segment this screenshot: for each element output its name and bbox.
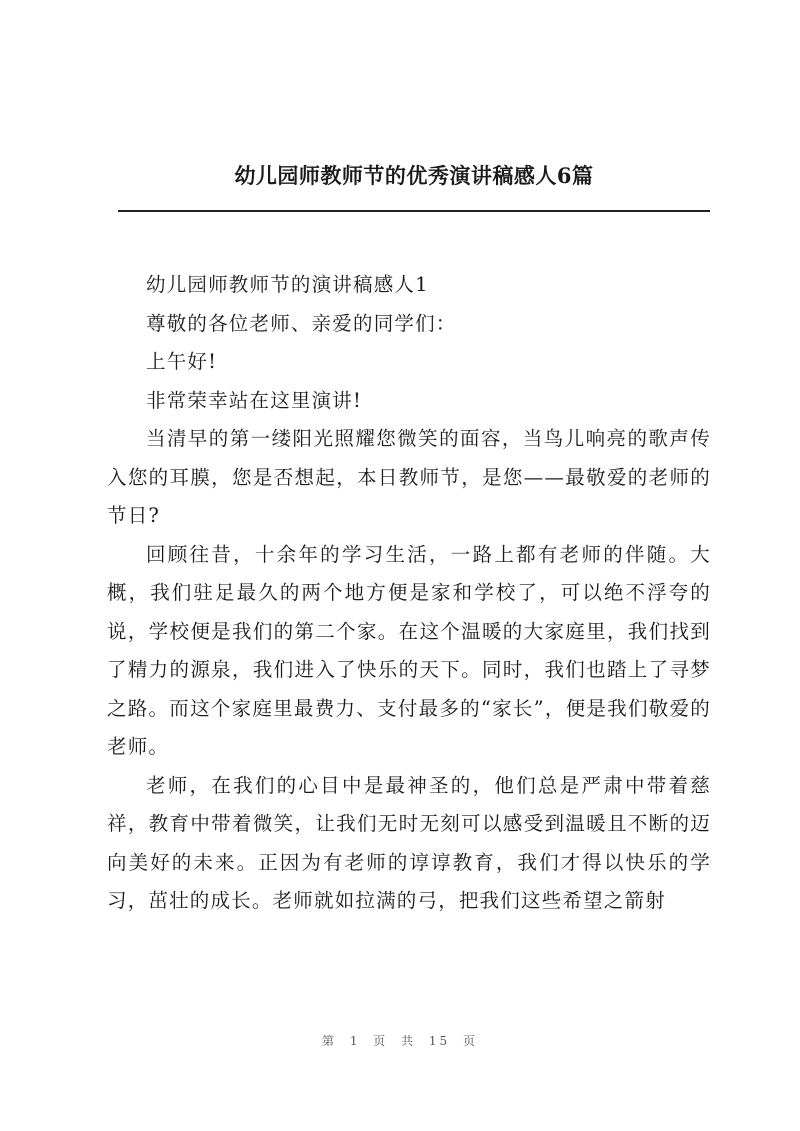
paragraph: 回顾往昔，十余年的学习生活，一路上都有老师的伴随。大概，我们驻足最久的两个地方便是家和学校了，可以绝不浮夸的说，学校便是我们的第二个家。在这个温暖的大家庭里，我们找到了精力的源泉，我们进入了快乐的天下。同时，我们也踏上了寻梦之路。而这个家庭里最费力、支付最多的“家长”，便是我们敬爱的老师。 [107,542,711,758]
document-title: 幼儿园师教师节的优秀演讲稿感人6篇 [234,163,594,188]
paragraph-intro: 非常荣幸站在这里演讲! [146,388,363,412]
paragraph: 当清早的第一缕阳光照耀您微笑的面容，当鸟儿响亮的歌声传入您的耳膜，您是否想起，本日教师节，是您——最敬爱的老师的节日? [107,427,711,527]
page-number-footer: 第 1 页 共 15 页 [322,1034,478,1048]
title-divider [118,210,710,212]
paragraph: 老师，在我们的心目中是最神圣的，他们总是严肃中带着慈祥，教育中带着微笑，让我们无时无刻可以感受到温暖且不断的迈向美好的未来。正因为有老师的谆谆教育，我们才得以快乐的学习，茁壮的成长。老师就如拉满的弓，把我们这些希望之箭射 [107,773,711,912]
document-body [107,266,711,921]
paragraph-heading: 幼儿园师教师节的演讲稿感人1 [146,273,429,296]
paragraph-greeting: 上午好! [146,350,218,373]
paragraph-salutation: 尊敬的各位老师、亲爱的同学们： [146,311,457,335]
